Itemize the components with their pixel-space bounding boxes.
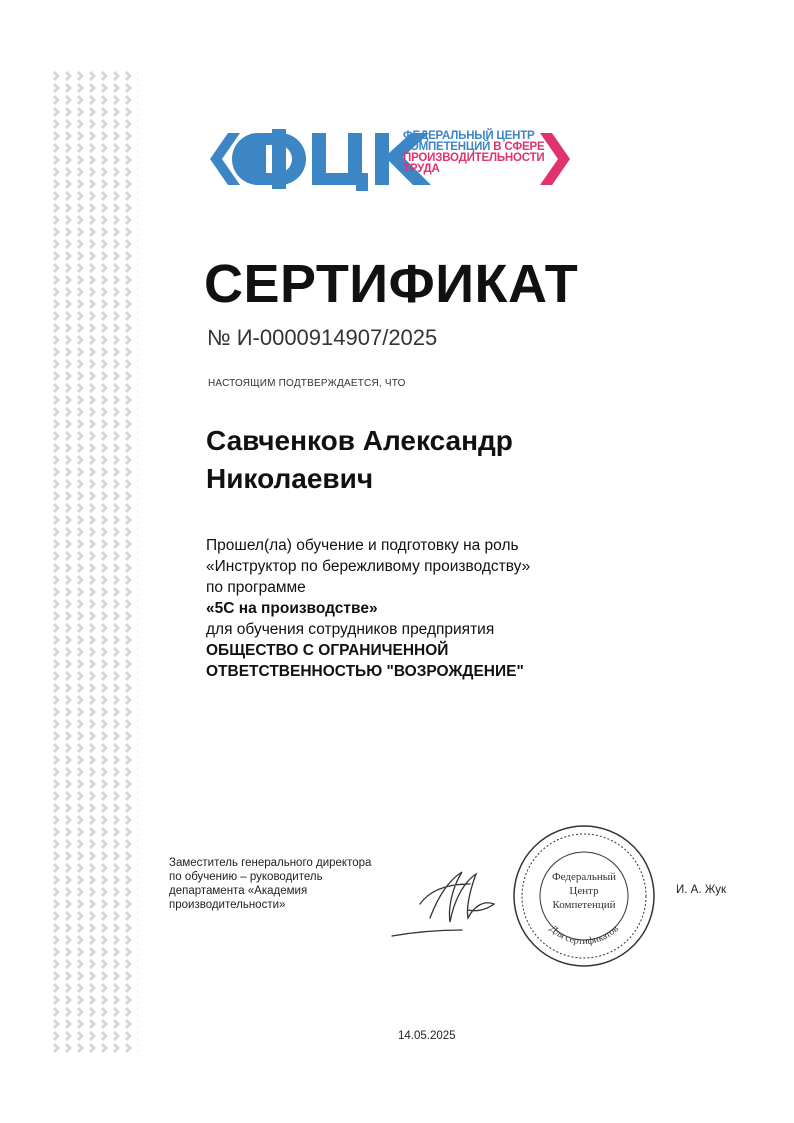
program-name: «5С на производстве» bbox=[206, 600, 378, 617]
confirmation-text: НАСТОЯЩИМ ПОДТВЕРЖДАЕТСЯ, ЧТО bbox=[208, 378, 406, 389]
side-chevron-pattern bbox=[50, 70, 138, 1055]
signatory-title bbox=[169, 856, 409, 912]
certificate-body bbox=[206, 535, 636, 682]
recipient-name bbox=[206, 422, 626, 498]
stamp-center-line-3: Компетенций bbox=[552, 899, 616, 911]
signatory-title-line-4: производительности» bbox=[169, 899, 286, 911]
handwritten-signature bbox=[390, 860, 505, 940]
logo-line-4: ТРУДА bbox=[403, 163, 440, 175]
logo-line-3: ПРОИЗВОДИТЕЛЬНОСТИ bbox=[403, 152, 545, 164]
recipient-name-line-1: Савченков Александр bbox=[206, 425, 513, 456]
company-name-line-1: ОБЩЕСТВО С ОГРАНИЧЕННОЙ bbox=[206, 642, 449, 659]
certificate-number: № И-0000914907/2025 bbox=[207, 325, 438, 350]
signatory-title-line-1: Заместитель генерального директора bbox=[169, 857, 372, 869]
logo-line-2a: КОМПЕТЕНЦИЙ bbox=[403, 141, 491, 153]
signatory-title-line-3: департамента «Академия bbox=[169, 885, 308, 897]
body-line-2: «Инструктор по бережливому производству» bbox=[206, 558, 531, 575]
body-line-3: по программе bbox=[206, 579, 306, 596]
logo-line-2b: В СФЕРЕ bbox=[493, 141, 545, 153]
stamp-center-line-2: Центр bbox=[569, 885, 599, 897]
stamp-center-line-1: Федеральный bbox=[551, 871, 617, 883]
svg-text:Для сертификатов bbox=[547, 923, 621, 947]
stamp-bottom-arc: Для сертификатов bbox=[547, 923, 621, 948]
signatory-title-line-2: по обучению – руководитель bbox=[169, 871, 323, 883]
logo-wordmark bbox=[403, 131, 544, 175]
organization-stamp bbox=[510, 822, 658, 970]
body-line-1: Прошел(ла) обучение и подготовку на роль bbox=[206, 537, 519, 554]
body-line-5: для обучения сотрудников предприятия bbox=[206, 621, 495, 638]
signatory-name: И. А. Жук bbox=[676, 884, 726, 896]
recipient-name-line-2: Николаевич bbox=[206, 463, 374, 494]
issue-date: 14.05.2025 bbox=[398, 1030, 456, 1042]
certificate-title: СЕРТИФИКАТ bbox=[204, 254, 579, 314]
logo-line-1: ФЕДЕРАЛЬНЫЙ ЦЕНТР bbox=[403, 130, 535, 142]
company-name-line-2: ОТВЕТСТВЕННОСТЬЮ "ВОЗРОЖДЕНИЕ" bbox=[206, 663, 524, 680]
